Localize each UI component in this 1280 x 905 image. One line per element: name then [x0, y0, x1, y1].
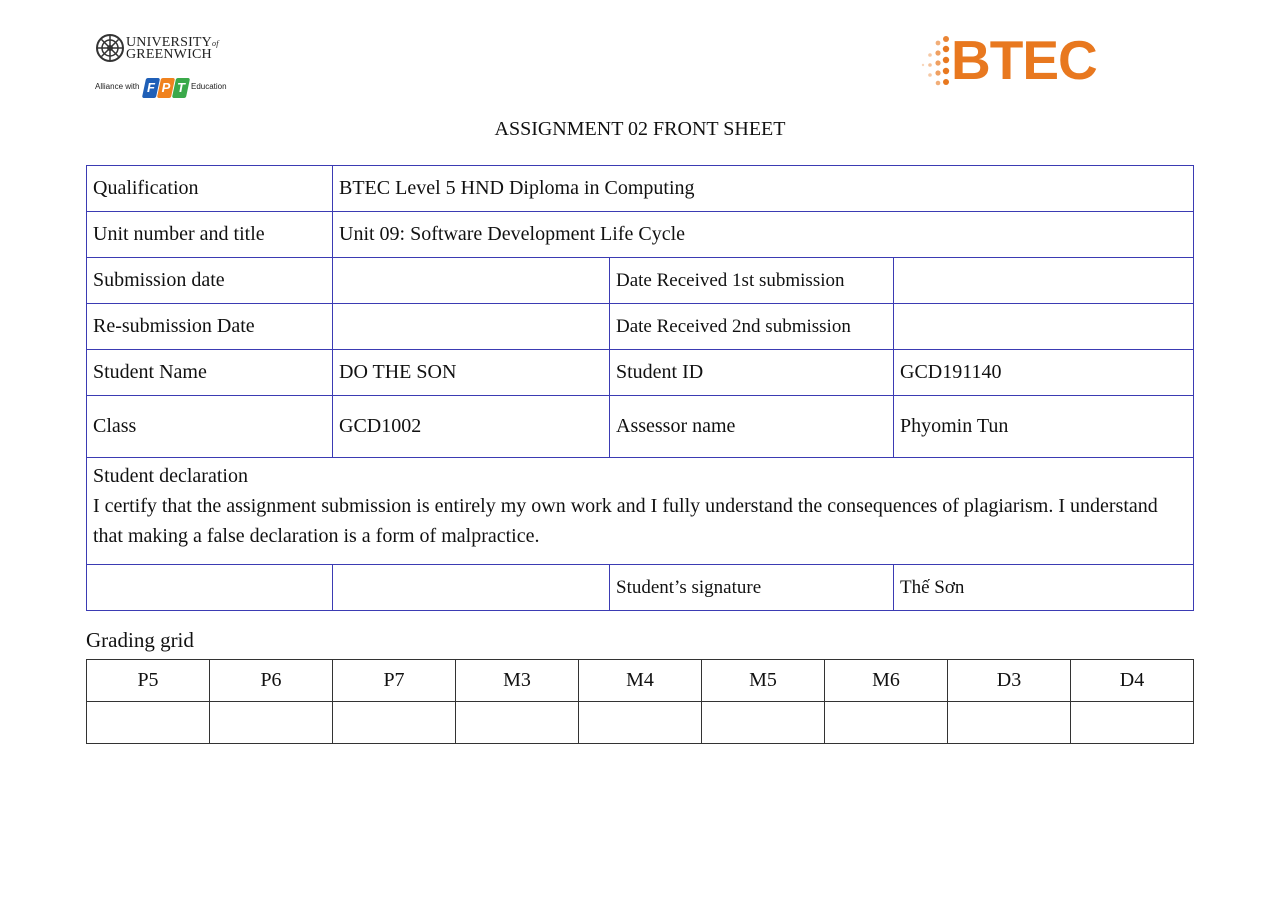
btec-wordmark: BTEC — [951, 29, 1097, 91]
student-id-value: GCD191140 — [894, 350, 1194, 396]
signature-value[interactable]: Thế Sơn — [894, 565, 1194, 611]
grade-cell-p6[interactable] — [210, 702, 333, 744]
grade-cell-m3[interactable] — [456, 702, 579, 744]
grade-cell-m4[interactable] — [579, 702, 702, 744]
signature-row — [87, 565, 1194, 611]
criterion-p6: P6 — [210, 660, 333, 702]
unit-row — [87, 212, 1194, 258]
btec-logo — [918, 29, 1103, 93]
university-of-greenwich-logo — [95, 33, 225, 99]
qualification-label: Qualification — [87, 166, 333, 212]
student-name-value: DO THE SON — [333, 350, 610, 396]
grade-cell-m6[interactable] — [825, 702, 948, 744]
fpt-letter-p: P — [157, 78, 175, 98]
class-label: Class — [87, 396, 333, 458]
qualification-value: BTEC Level 5 HND Diploma in Computing — [333, 166, 1194, 212]
fpt-letter-f: F — [142, 78, 160, 98]
btec-dots-icon — [918, 33, 952, 93]
submission-date-value[interactable] — [333, 258, 610, 304]
resubmission-date-value[interactable] — [333, 304, 610, 350]
signature-blank-1 — [87, 565, 333, 611]
qualification-row — [87, 166, 1194, 212]
assessor-label: Assessor name — [610, 396, 894, 458]
student-name-label: Student Name — [87, 350, 333, 396]
signature-label: Student’s signature — [610, 565, 894, 611]
class-row — [87, 396, 1194, 458]
unit-label: Unit number and title — [87, 212, 333, 258]
criterion-m6: M6 — [825, 660, 948, 702]
criterion-p5: P5 — [87, 660, 210, 702]
resubmission-date-row — [87, 304, 1194, 350]
grading-grid-label: Grading grid — [86, 628, 194, 652]
alliance-prefix: Alliance with — [95, 82, 140, 91]
page-title: ASSIGNMENT 02 FRONT SHEET — [494, 118, 786, 140]
fpt-alliance-logo — [95, 78, 227, 100]
grade-cell-d3[interactable] — [948, 702, 1071, 744]
university-seal-icon — [95, 33, 125, 63]
criterion-m5: M5 — [702, 660, 825, 702]
declaration-text: I certify that the assignment submission is entirely my own work and I fully understand the consequences of plagiarism. I understand that making a false declaration is a form of malpractice. — [93, 495, 1158, 547]
grading-criteria-row — [87, 660, 1194, 702]
signature-blank-2 — [333, 565, 610, 611]
declaration-title: Student declaration — [93, 465, 248, 487]
assessor-value: Phyomin Tun — [894, 396, 1194, 458]
criterion-d3: D3 — [948, 660, 1071, 702]
date-received-1-label: Date Received 1st submission — [610, 258, 894, 304]
date-received-1-value[interactable] — [894, 258, 1194, 304]
criterion-p7: P7 — [333, 660, 456, 702]
grading-result-row — [87, 702, 1194, 744]
declaration-row — [87, 458, 1194, 565]
unit-value: Unit 09: Software Development Life Cycle — [333, 212, 1194, 258]
fpt-letter-t: T — [172, 78, 190, 98]
front-sheet-table — [86, 165, 1194, 611]
resubmission-date-label: Re-submission Date — [87, 304, 333, 350]
date-received-2-label: Date Received 2nd submission — [610, 304, 894, 350]
grade-cell-d4[interactable] — [1071, 702, 1194, 744]
student-id-label: Student ID — [610, 350, 894, 396]
student-row — [87, 350, 1194, 396]
criterion-d4: D4 — [1071, 660, 1194, 702]
grade-cell-p5[interactable] — [87, 702, 210, 744]
submission-date-label: Submission date — [87, 258, 333, 304]
grade-cell-m5[interactable] — [702, 702, 825, 744]
submission-date-row — [87, 258, 1194, 304]
declaration-cell — [87, 458, 1194, 565]
criterion-m4: M4 — [579, 660, 702, 702]
university-name-line2: GREENWICH — [126, 47, 212, 62]
university-name-line1: UNIVERSITYof — [126, 35, 219, 50]
date-received-2-value[interactable] — [894, 304, 1194, 350]
criterion-m3: M3 — [456, 660, 579, 702]
grading-grid-table — [86, 659, 1194, 744]
grade-cell-p7[interactable] — [333, 702, 456, 744]
alliance-suffix: Education — [191, 82, 227, 91]
class-value: GCD1002 — [333, 396, 610, 458]
